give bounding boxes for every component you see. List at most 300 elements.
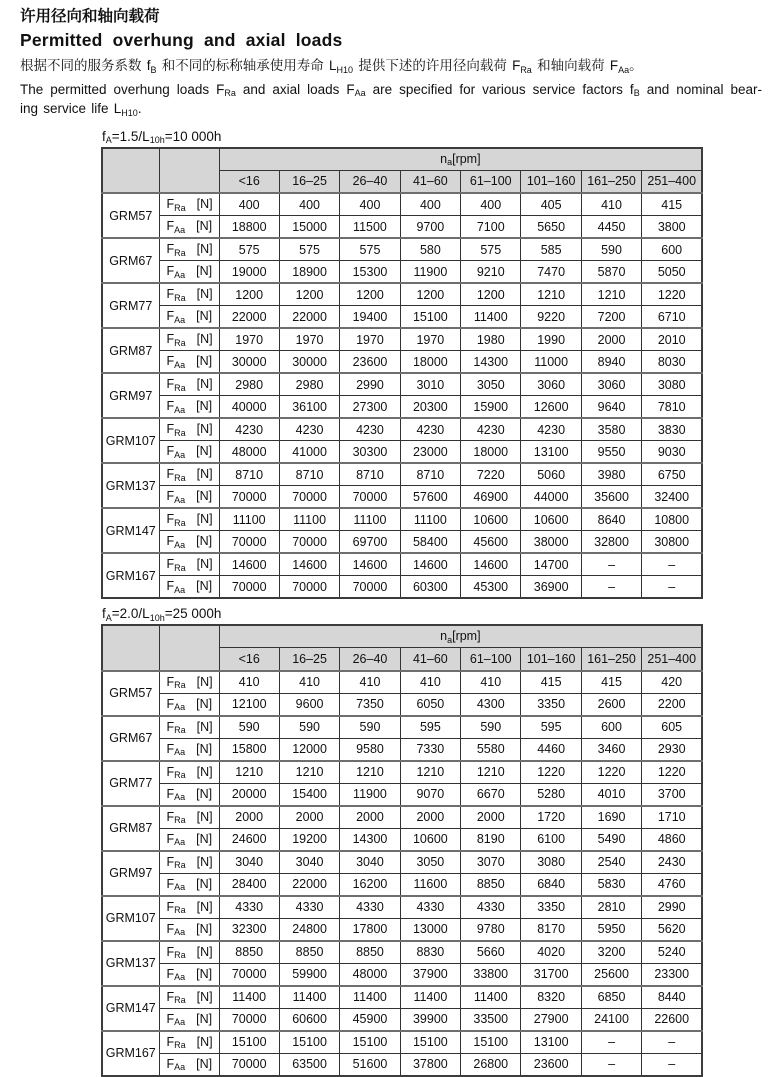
force-symbol: F [166,287,175,301]
load-type-cell [159,328,219,351]
value-cell: 4860 [642,828,702,851]
load-type-cell [159,486,219,509]
value-cell: 5650 [521,216,581,239]
corner-cell-model [102,625,159,671]
value-cell: 14600 [279,553,339,576]
value-cell: 48000 [219,441,279,464]
value-cell: 70000 [279,531,339,554]
unit-label: [N] [196,422,213,436]
value-cell: 3580 [581,418,641,441]
unit-label: [N] [196,534,213,548]
unit-label: [N] [196,966,213,981]
value-cell: 6100 [521,828,581,851]
force-symbol: F [166,219,175,233]
value-cell: 60600 [279,1008,339,1031]
unit-label: [N] [196,1056,213,1071]
model-cell: GRM167 [102,1031,159,1076]
subscript-text: Aa [618,64,630,75]
value-cell: 410 [279,671,339,694]
table-caption-service-factor-1 [102,129,762,144]
value-cell: 11400 [340,986,400,1009]
value-cell: 575 [340,238,400,261]
value-cell: 12600 [521,396,581,419]
unit-label: [N] [196,1034,213,1049]
model-cell: GRM67 [102,238,159,283]
value-cell: 3050 [461,373,521,396]
value-cell: 590 [581,238,641,261]
subscript-text: Ra [174,905,186,915]
value-cell: 8710 [279,463,339,486]
subscript-text: Aa [174,539,186,550]
value-cell: 585 [521,238,581,261]
force-symbol: F [166,422,175,436]
speed-col-header: 16–25 [279,170,339,193]
value-cell: 1210 [581,283,641,306]
value-cell: 48000 [340,963,400,986]
value-cell: 7220 [461,463,521,486]
value-cell: 45900 [340,1008,400,1031]
value-cell: 1220 [642,283,702,306]
load-type-cell [159,851,219,874]
intro-paragraph-zh [20,57,762,77]
subscript-text: Aa [174,224,186,235]
force-symbol: F [166,467,175,481]
force-symbol: F [166,557,175,571]
value-cell: 9070 [400,783,460,806]
value-cell: 5830 [581,873,641,896]
unit-label: [N] [196,944,213,959]
load-type-cell [159,986,219,1009]
value-cell: – [581,1031,641,1054]
table-row [102,851,702,874]
unit-label: [N] [196,332,213,346]
value-cell: 30000 [279,351,339,374]
value-cell: 11900 [340,783,400,806]
subscript-text: Ra [174,950,186,960]
force-symbol: F [166,197,175,211]
load-type-cell [159,531,219,554]
value-cell: 3700 [642,783,702,806]
value-cell: 20300 [400,396,460,419]
speed-col-header: 101–160 [521,170,581,193]
subscript-text: Ra [174,725,186,735]
model-cell: GRM87 [102,806,159,851]
value-cell: 5950 [581,918,641,941]
force-symbol: F [166,579,175,593]
value-cell: 51600 [340,1053,400,1076]
load-type-cell [159,783,219,806]
subscript-text: Ra [174,815,186,825]
value-cell: 14600 [400,553,460,576]
value-cell: 24100 [581,1008,641,1031]
value-cell: 63500 [279,1053,339,1076]
text-run: and axial loads F [235,81,355,97]
model-cell: GRM147 [102,986,159,1031]
subscript-text: Aa [174,747,186,757]
value-cell: 3050 [400,851,460,874]
value-cell: 9580 [340,738,400,761]
value-cell: 15100 [400,306,460,329]
load-type-cell [159,716,219,739]
speed-col-header: 251–400 [642,170,702,193]
load-type-cell [159,216,219,239]
value-cell: 70000 [340,576,400,599]
value-cell: 1970 [340,328,400,351]
value-cell: 25600 [581,963,641,986]
text-run: and nominal bear- [639,81,762,97]
value-cell: 2000 [340,806,400,829]
rpm-group-header [219,625,702,648]
value-cell: 4760 [642,873,702,896]
unit-label: [N] [196,786,213,801]
value-cell: 11400 [461,986,521,1009]
text-run: n [440,629,448,643]
force-symbol: F [166,377,175,391]
subscript-text: 10h [149,135,165,145]
table-row [102,396,702,419]
model-cell: GRM97 [102,373,159,418]
rpm-group-header [219,148,702,171]
load-type-cell [159,828,219,851]
value-cell: 9700 [400,216,460,239]
value-cell: 40000 [219,396,279,419]
text-run: The permitted overhung loads F [20,81,225,97]
model-cell: GRM77 [102,283,159,328]
value-cell: 4230 [461,418,521,441]
speed-col-header: 41–60 [400,170,460,193]
value-cell: 10800 [642,508,702,531]
table-row [102,553,702,576]
page-title-en: Permitted overhung and axial loads [20,30,343,50]
subscript-text: 10h [149,612,165,623]
table-row [102,373,702,396]
table-row [102,463,702,486]
value-cell: 37900 [400,963,460,986]
value-cell: 590 [219,716,279,739]
load-type-cell [159,373,219,396]
force-symbol: F [166,786,175,801]
value-cell: 46900 [461,486,521,509]
value-cell: 31700 [521,963,581,986]
model-cell: GRM57 [102,671,159,716]
value-cell: 8850 [461,873,521,896]
value-cell: 13100 [521,1031,581,1054]
value-cell: 15800 [219,738,279,761]
load-type-cell [159,941,219,964]
value-cell: 4330 [400,896,460,919]
force-symbol: F [166,674,175,689]
value-cell: 1210 [340,761,400,784]
value-cell: 16200 [340,873,400,896]
force-symbol: F [166,831,175,846]
table-row [102,716,702,739]
value-cell: 8640 [581,508,641,531]
value-cell: 26800 [461,1053,521,1076]
table-row [102,508,702,531]
value-cell: 22000 [279,873,339,896]
value-cell: 11400 [219,986,279,1009]
value-cell: 57600 [400,486,460,509]
value-cell: 45300 [461,576,521,599]
text-run: f [102,606,106,621]
value-cell: 15900 [461,396,521,419]
force-symbol: F [166,854,175,869]
value-cell: 1970 [219,328,279,351]
model-cell: GRM57 [102,193,159,238]
value-cell: 41000 [279,441,339,464]
force-symbol: F [166,332,175,346]
value-cell: 11100 [219,508,279,531]
unit-label: [N] [196,467,213,481]
value-cell: 1220 [581,761,641,784]
value-cell: 6710 [642,306,702,329]
subscript-text: a [447,634,453,645]
force-symbol: F [166,512,175,526]
intro-en-line2 [20,100,762,120]
text-run: 和轴向载荷 F [531,58,619,73]
value-cell: 4230 [279,418,339,441]
value-cell: 2000 [279,806,339,829]
value-cell: 8710 [340,463,400,486]
unit-label: [N] [196,809,213,824]
value-cell: 32400 [642,486,702,509]
force-symbol: F [166,696,175,711]
value-cell: 70000 [340,486,400,509]
subscript-text: Ra [520,64,532,75]
unit-label: [N] [196,674,213,689]
value-cell: 19200 [279,828,339,851]
value-cell: 2010 [642,328,702,351]
speed-col-header: 251–400 [642,648,702,671]
load-type-cell [159,918,219,941]
unit-label: [N] [196,242,213,256]
unit-label: [N] [196,579,213,593]
subscript-text: B [633,88,640,98]
value-cell: 2930 [642,738,702,761]
value-cell: 8850 [340,941,400,964]
value-cell: 3040 [219,851,279,874]
load-type-cell [159,193,219,216]
subscript-text: Ra [174,770,186,780]
force-symbol: F [166,1011,175,1026]
value-cell: 70000 [219,486,279,509]
table-row [102,986,702,1009]
value-cell: 30800 [642,531,702,554]
value-cell: 11400 [279,986,339,1009]
model-cell: GRM137 [102,463,159,508]
value-cell: 4230 [521,418,581,441]
value-cell: 19400 [340,306,400,329]
value-cell: 23600 [340,351,400,374]
value-cell: 4300 [461,693,521,716]
value-cell: 3080 [521,851,581,874]
value-cell: 11000 [521,351,581,374]
value-cell: 5280 [521,783,581,806]
value-cell: 9550 [581,441,641,464]
table-row [102,441,702,464]
value-cell: 39900 [400,1008,460,1031]
table-row [102,306,702,329]
value-cell: 415 [581,671,641,694]
table-row [102,941,702,964]
force-symbol: F [166,264,175,278]
model-cell: GRM107 [102,896,159,941]
force-symbol: F [166,309,175,323]
value-cell: 3080 [642,373,702,396]
value-cell: 69700 [340,531,400,554]
value-cell: 595 [400,716,460,739]
subscript-text: Aa [174,882,186,892]
value-cell: 58400 [400,531,460,554]
value-cell: 400 [400,193,460,216]
subscript-text: Aa [174,314,186,325]
value-cell: – [581,576,641,599]
speed-col-header: 41–60 [400,648,460,671]
value-cell: 38000 [521,531,581,554]
text-run: . [137,101,142,116]
table-row [102,193,702,216]
value-cell: 1200 [340,283,400,306]
value-cell: 15000 [279,216,339,239]
table-row [102,351,702,374]
table-row [102,576,702,599]
value-cell: 8440 [642,986,702,1009]
value-cell: 1220 [521,761,581,784]
subscript-text: Ra [174,562,186,573]
value-cell: 5870 [581,261,641,284]
value-cell: 35600 [581,486,641,509]
load-table-fa-1-5 [101,147,703,600]
value-cell: 8710 [219,463,279,486]
value-cell: 3460 [581,738,641,761]
value-cell: 59900 [279,963,339,986]
value-cell: 19000 [219,261,279,284]
value-cell: 8320 [521,986,581,1009]
value-cell: 4450 [581,216,641,239]
unit-label: [N] [196,854,213,869]
value-cell: 30000 [219,351,279,374]
subscript-text: A [105,135,112,145]
subscript-text: Aa [174,972,186,982]
unit-label: [N] [196,719,213,734]
value-cell: 2600 [581,693,641,716]
load-type-cell [159,261,219,284]
value-cell: 6840 [521,873,581,896]
force-symbol: F [166,489,175,503]
table-body [102,671,702,1076]
value-cell: 70000 [219,576,279,599]
value-cell: 4460 [521,738,581,761]
model-cell: GRM167 [102,553,159,598]
unit-label: [N] [196,764,213,779]
value-cell: 4020 [521,941,581,964]
value-cell: 9600 [279,693,339,716]
value-cell: 5620 [642,918,702,941]
subscript-text: Aa [174,359,186,370]
load-type-cell [159,873,219,896]
value-cell: 580 [400,238,460,261]
text-run: =2.0/L [111,606,150,621]
value-cell: 1970 [400,328,460,351]
value-cell: 70000 [219,1008,279,1031]
load-type-cell [159,238,219,261]
value-cell: 8190 [461,828,521,851]
value-cell: 10600 [461,508,521,531]
unit-label: [N] [196,219,213,233]
value-cell: – [642,1031,702,1054]
value-cell: – [581,1053,641,1076]
force-symbol: F [166,534,175,548]
value-cell: 1720 [521,806,581,829]
value-cell: 590 [461,716,521,739]
value-cell: 3040 [279,851,339,874]
intro-en-line1 [20,81,762,101]
subscript-text: Ra [174,860,186,870]
unit-label: [N] [196,197,213,211]
speed-col-header: 26–40 [340,170,400,193]
unit-label: [N] [196,377,213,391]
value-cell: – [642,553,702,576]
subscript-text: Ra [174,247,186,258]
value-cell: 1980 [461,328,521,351]
value-cell: 15100 [219,1031,279,1054]
load-type-cell [159,576,219,599]
value-cell: 2810 [581,896,641,919]
value-cell: 6850 [581,986,641,1009]
value-cell: 8710 [400,463,460,486]
value-cell: 2200 [642,693,702,716]
value-cell: 3830 [642,418,702,441]
value-cell: 8850 [219,941,279,964]
subscript-text: H10 [336,64,354,75]
value-cell: 405 [521,193,581,216]
value-cell: 6050 [400,693,460,716]
value-cell: 13000 [400,918,460,941]
value-cell: 5580 [461,738,521,761]
value-cell: 24800 [279,918,339,941]
load-type-cell [159,806,219,829]
table-row [102,738,702,761]
value-cell: 11400 [400,986,460,1009]
value-cell: 2990 [642,896,702,919]
table-row [102,1053,702,1076]
value-cell: 36900 [521,576,581,599]
value-cell: 5660 [461,941,521,964]
value-cell: 70000 [279,576,339,599]
page-title-zh: 许用径向和轴向载荷 [20,8,160,25]
value-cell: 1200 [400,283,460,306]
value-cell: 2000 [400,806,460,829]
subscript-text: Aa [174,1062,186,1072]
corner-cell-load-type [159,625,219,671]
table-caption-service-factor-2 [102,606,762,621]
unit-label: [N] [196,512,213,526]
subscript-text: Aa [174,449,186,460]
value-cell: 1970 [279,328,339,351]
value-cell: 32300 [219,918,279,941]
subscript-text: Ra [174,472,186,483]
value-cell: 3350 [521,896,581,919]
value-cell: 7810 [642,396,702,419]
value-cell: 18000 [461,441,521,464]
load-type-cell [159,896,219,919]
value-cell: 3010 [400,373,460,396]
value-cell: 1210 [400,761,460,784]
table-row [102,896,702,919]
speed-col-header: 26–40 [340,648,400,671]
load-type-cell [159,508,219,531]
force-symbol: F [166,741,175,756]
